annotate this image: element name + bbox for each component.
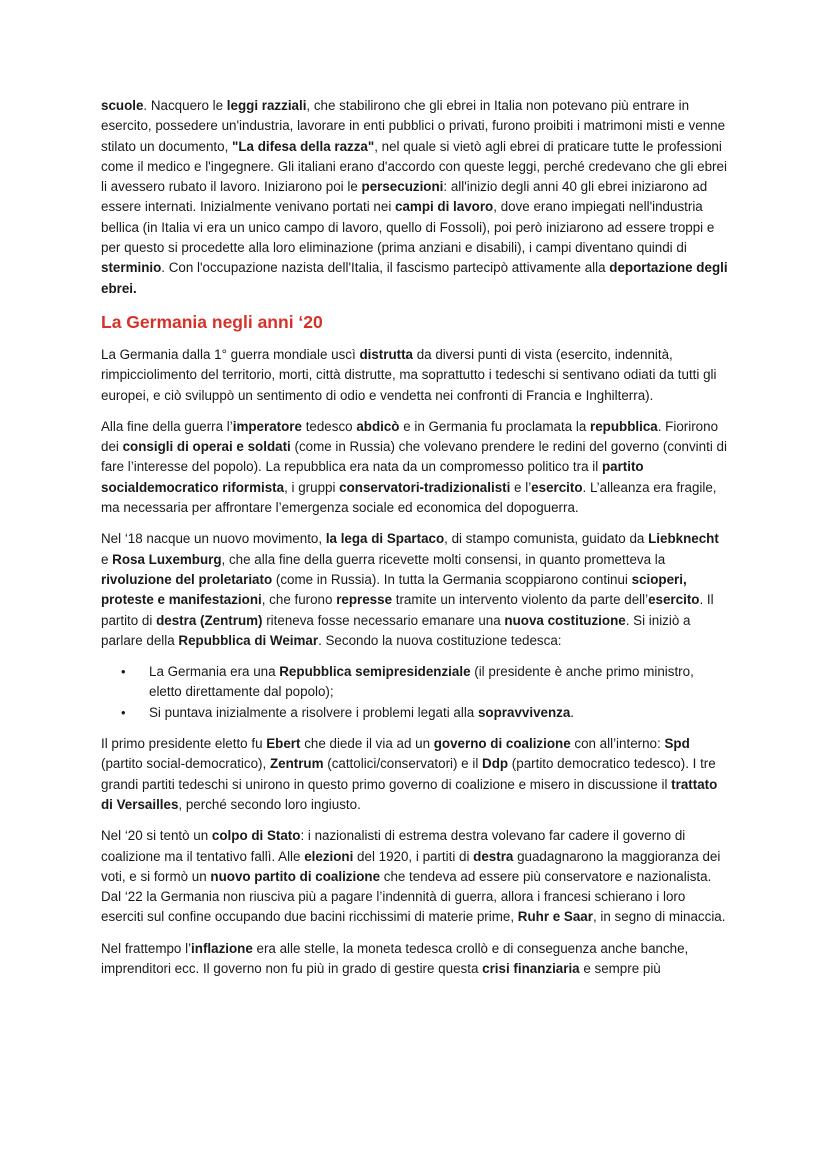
text-run: tramite un intervento violento da parte dell’ (392, 592, 649, 608)
text-run: che diede il via ad un (300, 736, 434, 752)
text-run: . Fiorirono dei (101, 418, 719, 455)
bold-text: Zentrum (269, 756, 324, 772)
text-run: era alle stelle, la moneta tedesca crollò e di conseguenza anche banche, imprenditori ecc. Il governo non fu più in grado di gestire questa (101, 940, 689, 976)
bold-text: leggi razziali (226, 98, 307, 113)
bold-text: Spd (664, 736, 690, 752)
text-run: : all'inizio degli anni 40 gli ebrei iniziarono ad essere internati. Inizialmente venivano portati nei (101, 179, 708, 215)
bold-text: trattato di Versailles (101, 776, 718, 812)
text-run: . Secondo la nuova costituzione tedesca: (318, 632, 562, 648)
text-run: . Con l'occupazione nazista dell'Italia, il fascismo partecipò attivamente alla (161, 260, 610, 276)
bullet-dot-icon: • (121, 704, 126, 720)
text-run: riteneva fosse necessario emanare una (262, 612, 505, 628)
text-run: (partito social-democratico), (101, 756, 270, 772)
bold-text: sterminio (101, 260, 162, 276)
bold-text: Repubblica di Weimar (178, 632, 319, 648)
bold-text: deportazione degli ebrei. (101, 260, 728, 296)
intro-section (101, 96, 729, 299)
text-run: . Il partito di (101, 592, 714, 628)
text-run: , che furono (261, 592, 337, 608)
bold-text: sopravvivenza (477, 704, 571, 720)
text-run: (partito democratico tedesco). I tre grandi partiti tedeschi si unirono in questo primo governo di coalizione e misero in discussione il (101, 756, 716, 792)
bullet-dot-icon: • (121, 664, 126, 680)
text-run: che tendeva ad essere più conservatore e nazionalista. Dal ‘22 la Germania non riusciva più a pagare l’indennità di guerra, allora i francesi schierano i loro eserciti sul confine occupando due bacini ricchissimi di materie prime, (101, 868, 712, 925)
text-run: La Germania era una (149, 664, 280, 680)
bold-text: la lega di Spartaco (325, 531, 445, 547)
bold-text: crisi finanziaria (482, 960, 580, 976)
bold-text: destra (Zentrum) (156, 612, 263, 628)
text-run: e (101, 551, 113, 567)
bold-text: imperatore (232, 418, 302, 434)
bold-text: scuole (101, 98, 144, 113)
text-run: . Si iniziò a parlare della (101, 612, 691, 648)
body-section (101, 345, 729, 651)
text-run: guadagnarono la maggioranza dei voti, e si formò un (101, 848, 721, 884)
section-heading: La Germania negli anni ‘20 (101, 311, 323, 332)
text-run: Il primo presidente eletto fu (101, 736, 267, 752)
bold-text: scioperi, proteste e manifestazioni (101, 571, 687, 608)
text-run: , i gruppi (284, 479, 340, 495)
text-run: , che stabilirono che gli ebrei in Italia non potevano più entrare in esercito, possedere un'industria, lavorare in enti pubblici o privati, furono proibiti i matrimoni misti e venne stilato un documento, (101, 98, 726, 154)
tail-section (101, 734, 729, 979)
text-run: . L’alleanza era fragile, ma necessaria per affrontare l’emergenza sociale ed economica del dopoguerra. (101, 479, 717, 516)
bold-text: governo di coalizione (433, 736, 571, 752)
bold-text: persecuzioni (361, 179, 444, 195)
bold-text: consigli di operai e soldati (122, 439, 291, 455)
paragraph (101, 345, 729, 406)
text-run: Nel frattempo l’ (101, 940, 192, 956)
bold-text: Repubblica semipresidenziale (279, 664, 471, 680)
paragraph (101, 529, 729, 651)
bullet-list (101, 662, 729, 723)
text-run: La Germania dalla 1° guerra mondiale uscì (101, 346, 360, 362)
text-run: : i nazionalisti di estrema destra volevano far cadere il governo di coalizione ma il tentativo fallì. Alle (101, 828, 686, 864)
paragraph (101, 826, 729, 927)
text-run: con all’interno: (570, 736, 665, 752)
text-run: Si puntava inizialmente a risolvere i problemi legati alla (149, 704, 478, 720)
text-run: , che alla fine della guerra ricevette molti consensi, in quanto prometteva la (221, 551, 666, 567)
bold-text: esercito (648, 592, 700, 608)
bold-text: elezioni (304, 848, 354, 864)
text-run: e sempre più (579, 960, 661, 976)
bold-text: conservatori-tradizionalisti (339, 479, 511, 495)
bold-text: Ddp (482, 756, 509, 772)
paragraph (101, 939, 729, 980)
bold-text: Ruhr e Saar (517, 909, 593, 925)
bullet-item (101, 662, 729, 703)
bold-text: "La difesa della razza" (232, 138, 375, 154)
text-run: Alla fine della guerra l’ (101, 418, 233, 434)
document-page (101, 96, 729, 990)
text-run: (cattolici/conservatori) e il (323, 756, 483, 772)
bold-text: nuova costituzione (504, 612, 626, 628)
text-run: . Nacquero le (143, 98, 227, 113)
bold-text: Liebknecht (648, 531, 719, 547)
text-run: Nel ‘18 nacque un nuovo movimento, (101, 531, 326, 547)
text-run: e l’ (510, 479, 532, 495)
text-run: . (570, 704, 575, 720)
bold-text: colpo di Stato (211, 828, 301, 844)
bold-text: rivoluzione del proletariato (101, 571, 273, 587)
bold-text: destra (473, 848, 514, 864)
bold-text: Ebert (266, 736, 301, 752)
bold-text: distrutta (359, 346, 414, 362)
bold-text: repubblica (590, 418, 658, 434)
bold-text: represse (336, 592, 393, 608)
text-run: , in segno di minaccia. (592, 909, 726, 925)
text-run: (come in Russia) che volevano prendere le redini del governo (convinti di fare l’interesse del popolo). La repubblica era nata da un compromesso politico tra il (101, 439, 727, 475)
paragraph (101, 96, 729, 299)
bold-text: campi di lavoro (395, 199, 494, 215)
bold-text: nuovo partito di coalizione (210, 868, 381, 884)
text-run: , perché secondo loro ingiusto. (178, 796, 361, 812)
bullet-item (101, 703, 729, 723)
text-run: , di stampo comunista, guidato da (444, 531, 649, 547)
text-run: Nel ‘20 si tentò un (101, 828, 212, 844)
text-run: da diversi punti di vista (esercito, indennità, rimpicciolimento del territorio, morti, città distrutte, ma soprattutto i tedeschi si sentivano odiati da tutti gli europei, e ciò sviluppò un sentimento di odio e vendetta nei confronti di Francia e Inghilterra). (101, 346, 717, 403)
bold-text: Rosa Luxemburg (112, 551, 222, 567)
text-run: tedesco (301, 418, 357, 434)
paragraph (101, 734, 729, 815)
bold-text: inflazione (191, 940, 253, 956)
text-run: (il presidente è anche primo ministro, eletto direttamente dal popolo); (149, 664, 694, 700)
text-run: e in Germania fu proclamata la (399, 418, 591, 434)
bold-text: esercito (531, 479, 583, 495)
text-run: , nel quale si vietò agli ebrei di praticare tutte le professioni come il medico e l'ingegnere. Gli italiani erano d'accordo con queste leggi, perché credevano che gli ebrei li avessero rubato il lavoro. Iniziarono poi le (101, 138, 727, 195)
text-run: del 1920, i partiti di (353, 848, 474, 864)
text-run: (come in Russia). In tutta la Germania scoppiarono continui (272, 571, 632, 587)
text-run: , dove erano impiegati nell'industria bellica (in Italia vi era un unico campo di lavoro, quello di Fossoli), poi però iniziarono ad essere troppi e per questo si procedette alla loro eliminazione (prima anziani e disabili), i campi diventano quindi di (101, 199, 715, 256)
paragraph (101, 417, 729, 518)
bold-text: abdicò (356, 418, 400, 434)
bold-text: partito socialdemocratico riformista (101, 459, 644, 495)
